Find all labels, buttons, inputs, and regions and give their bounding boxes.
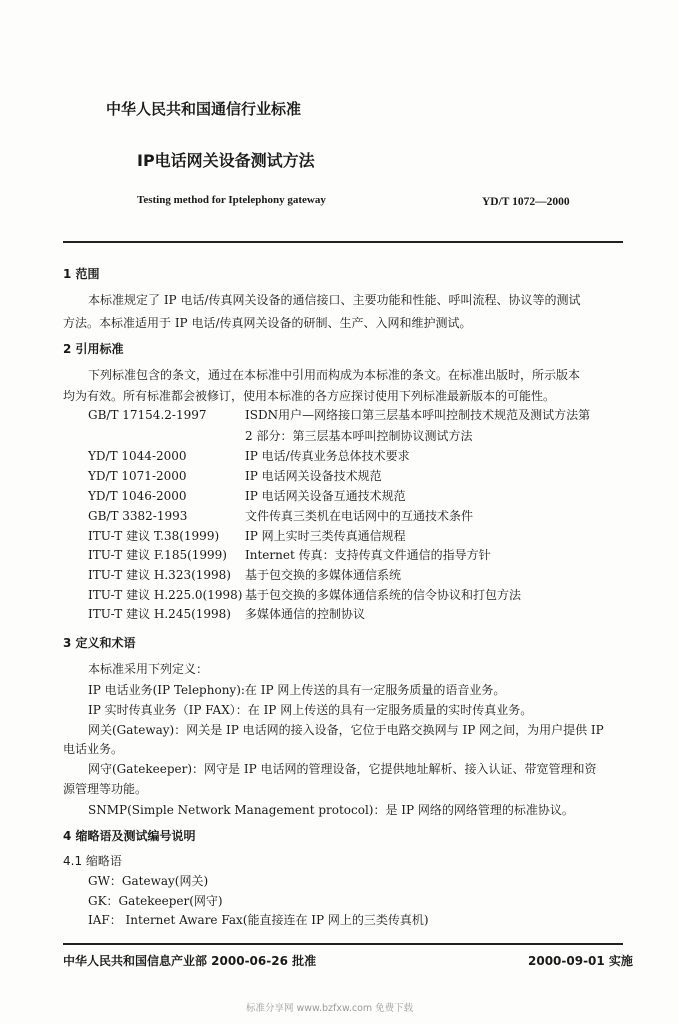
section-1-text-line1: 本标准规定了 IP 电话/传真网关设备的通信接口、主要功能和性能、呼叫流程、协议等的测试 (88, 293, 581, 307)
reference-title: 多媒体通信的控制协议 (245, 607, 366, 621)
reference-row (88, 427, 472, 444)
footer-rule (63, 943, 623, 945)
reference-code: GB/T 17154.2-1997 (88, 408, 207, 422)
reference-row (88, 507, 473, 524)
reference-title: IP 电话网关设备互通技术规范 (245, 489, 406, 503)
reference-title: 基于包交换的多媒体通信系统 (245, 568, 402, 582)
reference-row (88, 447, 410, 464)
reference-row (88, 546, 491, 563)
abbreviation-iaf: IAF： Internet Aware Fax(能直接连在 IP 网上的三类传真机) (88, 913, 429, 927)
reference-title: 基于包交换的多媒体通信系统的信令协议和打包方法 (245, 588, 522, 602)
document-title: IP电话网关设备测试方法 (137, 151, 315, 170)
reference-row (88, 467, 382, 484)
reference-code: ITU-T 建议 H.323(1998) (88, 568, 231, 582)
implementation-date: 2000-09-01 实施 (528, 954, 633, 968)
reference-title: IP 电话网关设备技术规范 (245, 469, 382, 483)
reference-row (88, 605, 365, 622)
reference-code: ITU-T 建议 H.245(1998) (88, 607, 231, 621)
abbreviation-gw: GW：Gateway(网关) (88, 874, 209, 888)
section-1-text-line2: 方法。本标准适用于 IP 电话/传真网关设备的研制、生产、入网和维护测试。 (63, 316, 472, 330)
section-4-heading: 4 缩略语及测试编号说明 (63, 829, 196, 843)
section-2-text-line2: 均为有效。所有标准都会被修订，使用本标准的各方应探讨使用下列标准最新版本的可能性。 (63, 389, 556, 403)
definitions-intro: 本标准采用下列定义： (88, 662, 209, 676)
reference-title: 2 部分：第三层基本呼叫控制协议测试方法 (245, 429, 473, 443)
reference-code: YD/T 1071-2000 (88, 469, 187, 483)
reference-title: 文件传真三类机在电话网中的互通技术条件 (245, 509, 474, 523)
header-rule (63, 241, 623, 243)
definition-snmp: SNMP(Simple Network Management protocol)：是 IP 网络的网络管理的标准协议。 (88, 803, 574, 817)
definition-gatekeeper-line2: 源管理等功能。 (63, 782, 148, 796)
reference-title: Internet 传真：支持传真文件通信的指导方针 (245, 548, 491, 562)
definition-gateway-line1: 网关(Gateway)：网关是 IP 电话网的接入设备，它位于电路交换网与 IP 网之间，为用户提供 IP (88, 723, 604, 737)
subsection-4-1-heading: 4.1 缩略语 (63, 854, 122, 868)
reference-code: ITU-T 建议 H.225.0(1998) (88, 588, 243, 602)
reference-code: YD/T 1046-2000 (88, 489, 187, 503)
standard-number: YD/T 1072—2000 (482, 196, 570, 208)
reference-title: IP 电话/传真业务总体技术要求 (245, 449, 410, 463)
reference-row (88, 586, 521, 603)
reference-title: IP 网上实时三类传真通信规程 (245, 529, 406, 543)
reference-row (88, 566, 401, 583)
reference-row (88, 527, 406, 544)
definition-gatekeeper-line1: 网守(Gatekeeper)：网守是 IP 电话网的管理设备，它提供地址解析、接入认证、带宽管理和资 (88, 762, 597, 776)
watermark-text: 标准分享网 www.bzfxw.com 免费下载 (246, 1003, 414, 1014)
section-2-text-line1: 下列标准包含的条文，通过在本标准中引用而构成为本标准的条文。在标准出版时，所示版本 (88, 368, 581, 382)
reference-code: ITU-T 建议 T.38(1999) (88, 529, 220, 543)
abbreviation-gk: GK：Gatekeeper(网守) (88, 894, 223, 908)
issuing-body: 中华人民共和国通信行业标准 (106, 100, 302, 118)
english-title: Testing method for Iptelephony gateway (137, 194, 326, 206)
section-2-heading: 2 引用标准 (63, 342, 124, 356)
section-3-heading: 3 定义和术语 (63, 636, 136, 650)
reference-code: ITU-T 建议 F.185(1999) (88, 548, 227, 562)
reference-title: ISDN用户—网络接口第三层基本呼叫控制技术规范及测试方法第 (245, 408, 591, 422)
section-1-heading: 1 范围 (63, 267, 100, 281)
definition-ip-telephony: IP 电话业务(IP Telephony):在 IP 网上传送的具有一定服务质量的语音业务。 (88, 683, 506, 697)
definition-ip-fax: IP 实时传真业务（IP FAX）：在 IP 网上传送的具有一定服务质量的实时传真业务。 (88, 703, 533, 717)
reference-code: GB/T 3382-1993 (88, 509, 188, 523)
reference-code: YD/T 1044-2000 (88, 449, 187, 463)
approval-statement: 中华人民共和国信息产业部 2000-06-26 批准 (63, 954, 317, 968)
definition-gateway-line2: 电话业务。 (63, 742, 124, 756)
reference-row (88, 406, 590, 423)
reference-row (88, 487, 406, 504)
